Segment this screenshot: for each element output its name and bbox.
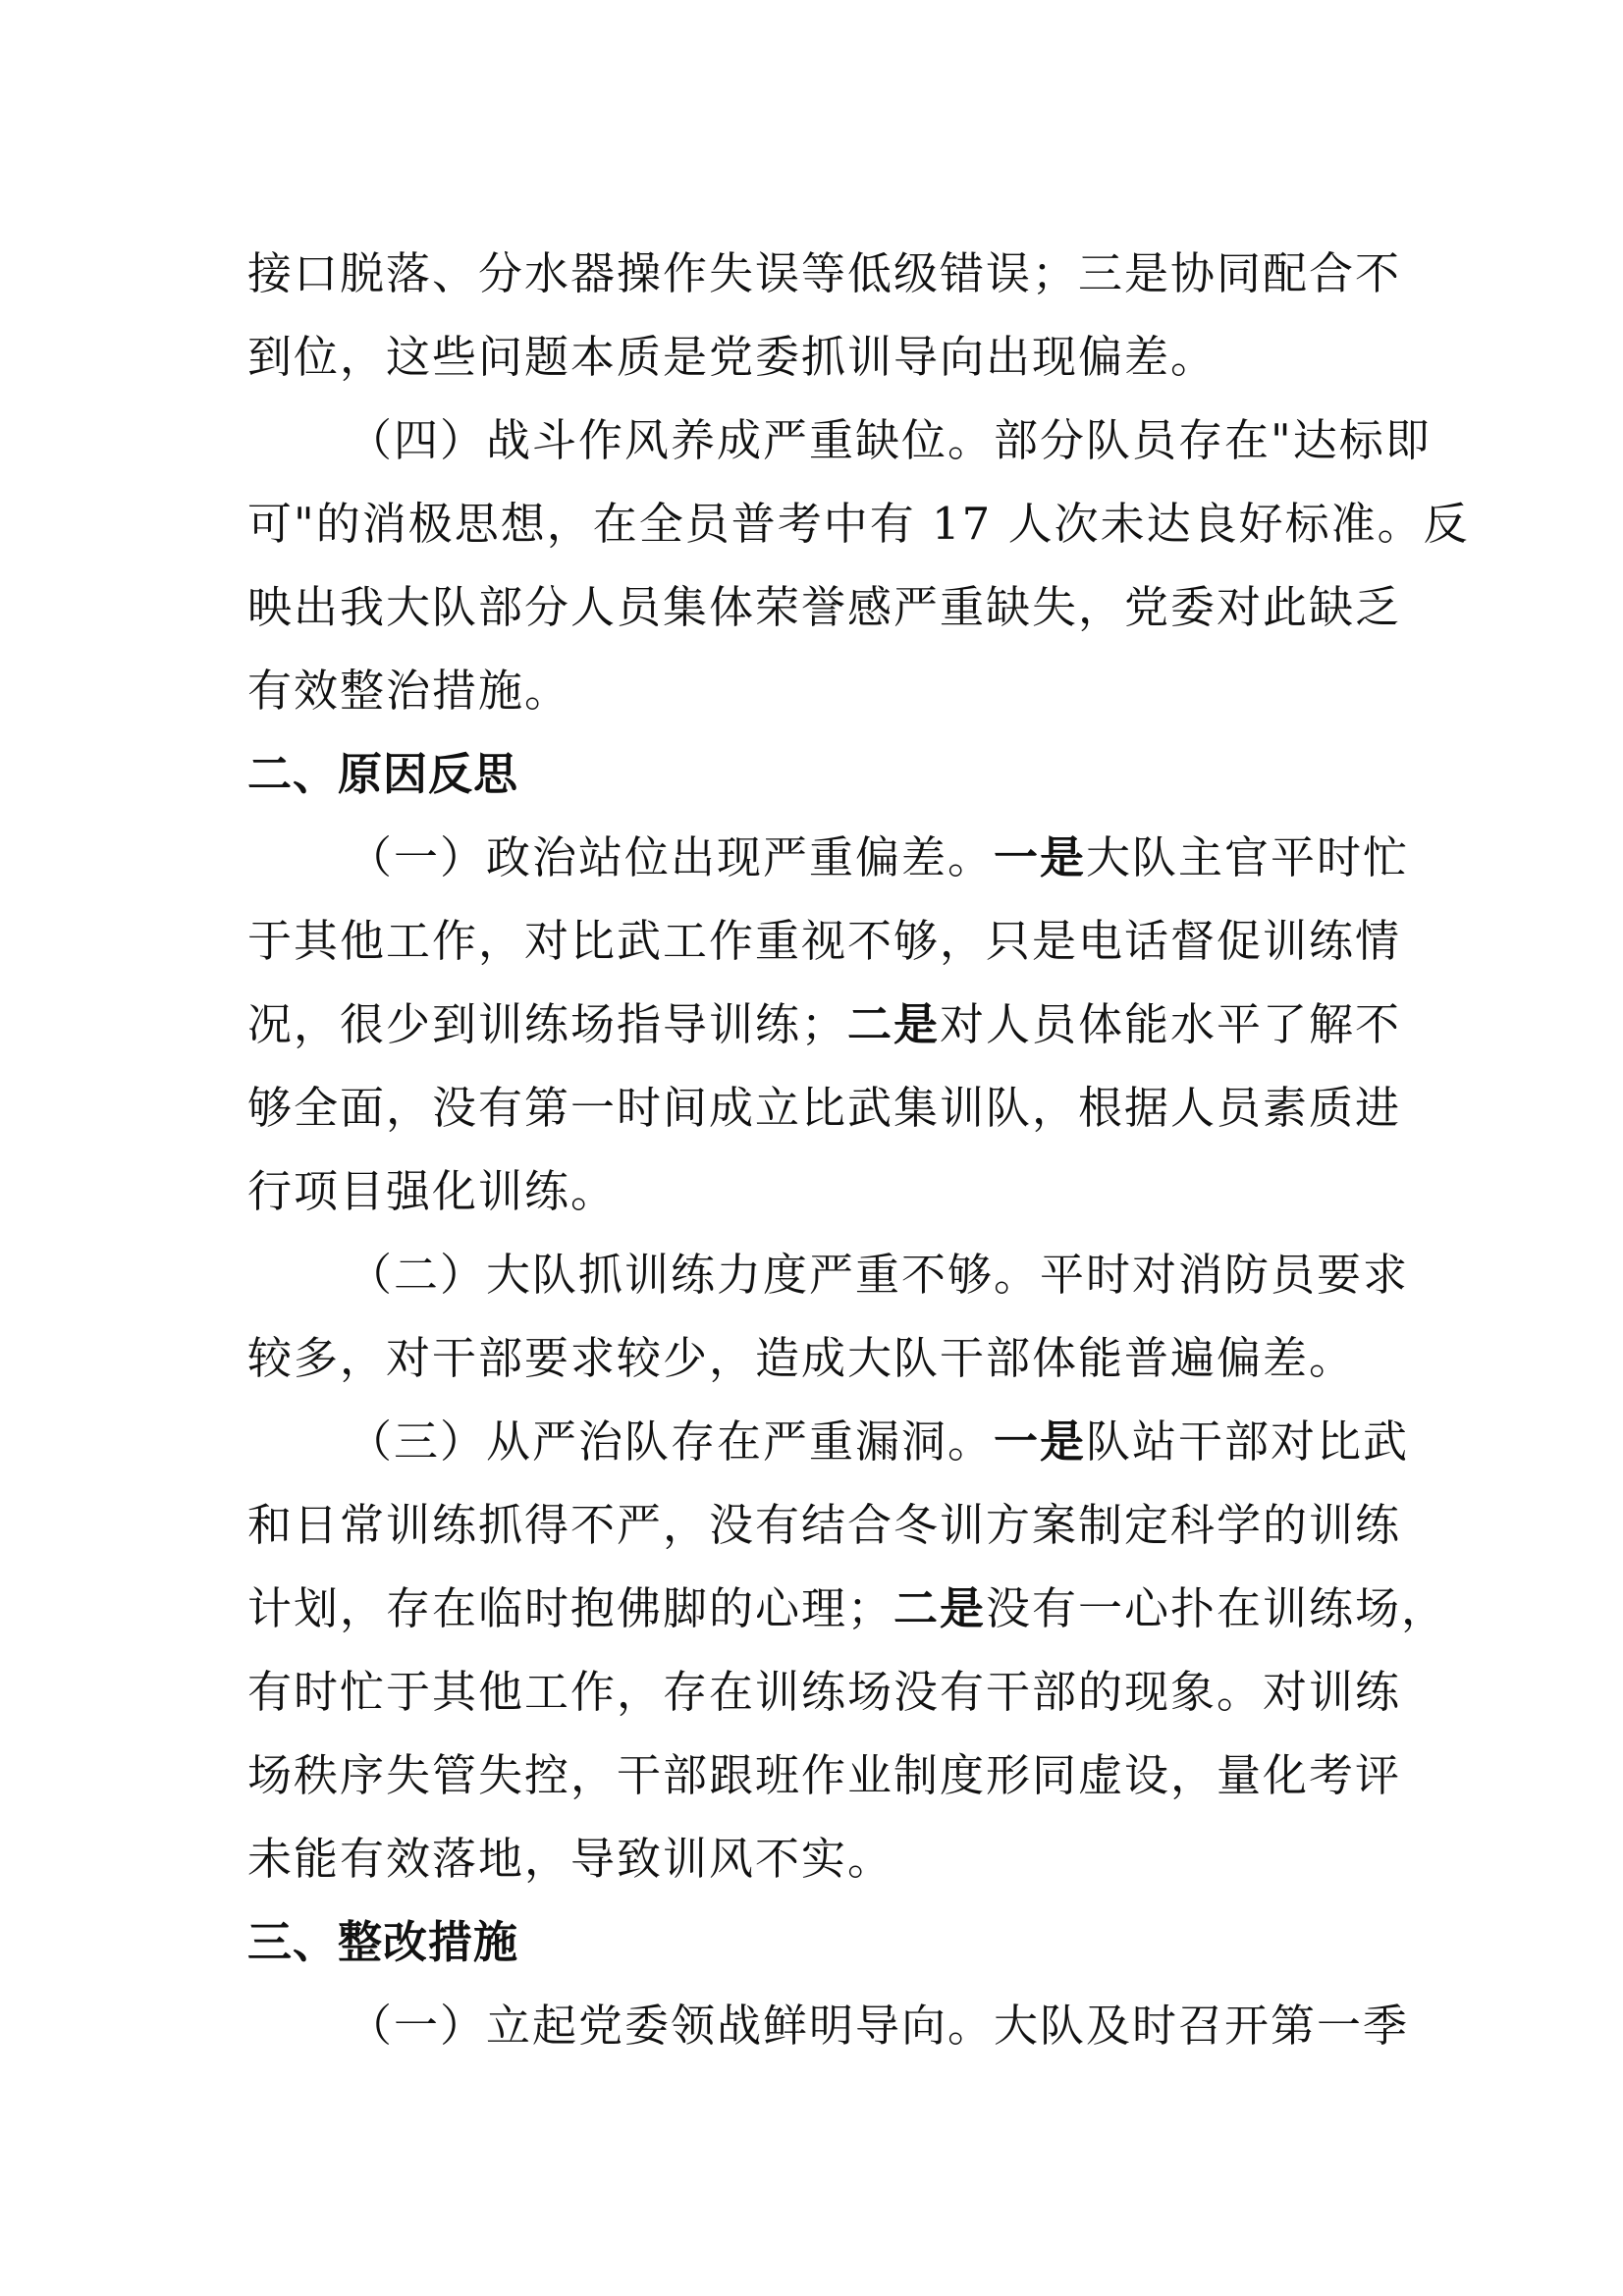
paragraph-line <box>348 1415 1410 1469</box>
section-heading-measures: 三、整改措施 <box>247 1916 519 1968</box>
paragraph-line: 够全面，没有第一时间成立比武集训队，根据人员素质进 <box>247 1082 1402 1134</box>
paragraph-text: 队站干部对比武 <box>1086 1415 1410 1468</box>
paragraph-text: 对人员体能水平了解不 <box>940 998 1402 1050</box>
emphasis-text: 一是 <box>994 1415 1087 1468</box>
emphasis-text: 一是 <box>994 831 1087 883</box>
paragraph-text: 大队主官平时忙 <box>1086 831 1410 883</box>
paragraph-text: 计划，存在临时抱佛脚的心理； <box>247 1582 894 1634</box>
paragraph-line: （二）大队抓训练力度严重不够。平时对消防员要求 <box>348 1249 1410 1301</box>
paragraph-line: 有效整治措施。 <box>247 665 571 717</box>
paragraph-line <box>247 997 1402 1052</box>
paragraph-text: （一）政治站位出现严重偏差。 <box>348 831 995 883</box>
paragraph-line: 未能有效落地，导致训风不实。 <box>247 1833 894 1885</box>
paragraph-text: （三）从严治队存在严重漏洞。 <box>348 1415 995 1468</box>
paragraph-line: （四）战斗作风养成严重缺位。部分队员存在"达标即 <box>348 414 1432 466</box>
paragraph-line: 行项目强化训练。 <box>247 1165 618 1217</box>
emphasis-text: 二是 <box>893 1582 987 1634</box>
section-heading-reasons: 二、原因反思 <box>247 748 519 800</box>
paragraph-line: 接口脱落、分水器操作失误等低级错误；三是协同配合不 <box>247 247 1402 299</box>
paragraph-line: 可"的消极思想，在全员普考中有 17 人次未达良好标准。反 <box>247 498 1470 550</box>
paragraph-line: 和日常训练抓得不严，没有结合冬训方案制定科学的训练 <box>247 1499 1402 1551</box>
paragraph-line: 有时忙于其他工作，存在训练场没有干部的现象。对训练 <box>247 1666 1402 1718</box>
paragraph-line: 到位，这些问题本质是党委抓训导向出现偏差。 <box>247 331 1217 383</box>
paragraph-text: 况，很少到训练场指导训练； <box>247 998 848 1050</box>
paragraph-line: 于其他工作，对比武工作重视不够，只是电话督促训练情 <box>247 915 1402 967</box>
paragraph-line: 场秩序失管失控，干部跟班作业制度形同虚设，量化考评 <box>247 1749 1402 1801</box>
paragraph-line: 较多，对干部要求较少，造成大队干部体能普遍偏差。 <box>247 1332 1356 1384</box>
emphasis-text: 二是 <box>847 998 941 1050</box>
paragraph-text: 没有一心扑在训练场， <box>986 1582 1448 1634</box>
paragraph-line: （一）立起党委领战鲜明导向。大队及时召开第一季 <box>348 2000 1410 2052</box>
paragraph-line <box>348 830 1410 885</box>
paragraph-line <box>247 1581 1448 1636</box>
paragraph-line: 映出我大队部分人员集体荣誉感严重缺失，党委对此缺乏 <box>247 581 1402 633</box>
